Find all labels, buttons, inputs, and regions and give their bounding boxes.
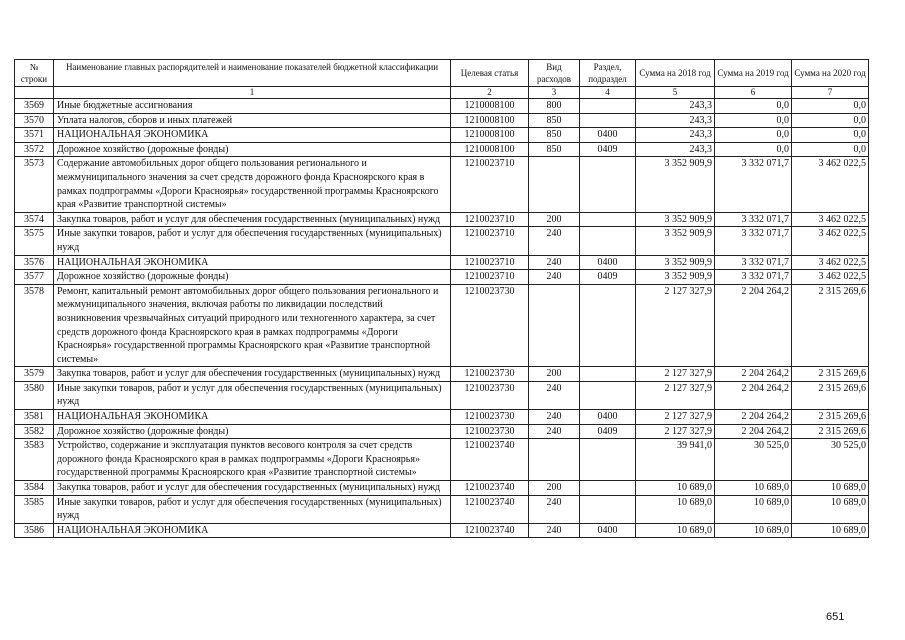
- row-section: [580, 212, 636, 227]
- row-sum-2018: 10 689,0: [636, 481, 715, 496]
- column-number: 4: [580, 87, 636, 99]
- row-sum-2018: 243,3: [636, 113, 715, 128]
- table-row: [15, 367, 869, 382]
- table-row: [15, 212, 869, 227]
- header-sum-2019: Сумма на 2019 год: [715, 60, 792, 87]
- row-sum-2018: 243,3: [636, 128, 715, 143]
- column-number-row: [15, 87, 869, 99]
- row-expense-kind: 850: [529, 142, 580, 157]
- column-number: 2: [451, 87, 529, 99]
- row-number: 3584: [15, 481, 54, 496]
- row-name: Иные закупки товаров, работ и услуг для обеспечения государственных (муниципальных) нужд: [54, 227, 451, 255]
- page-number: 651: [826, 611, 845, 623]
- header-expense-kind: Вид расходов: [529, 60, 580, 87]
- row-section: [580, 99, 636, 114]
- row-name: Устройство, содержание и эксплуатация пунктов весового контроля за счет средств дорожного фонда Красноярского края в рамках подпрограммы «Дороги Красноярья» государственной программы Красноярского края «Развитие транспортной системы»: [54, 439, 451, 481]
- row-name: Дорожное хозяйство (дорожные фонды): [54, 424, 451, 439]
- row-target-article: 1210008100: [451, 128, 529, 143]
- row-number: 3571: [15, 128, 54, 143]
- row-target-article: 1210023710: [451, 227, 529, 255]
- row-sum-2018: 10 689,0: [636, 495, 715, 523]
- row-target-article: 1210023740: [451, 481, 529, 496]
- row-expense-kind: 240: [529, 227, 580, 255]
- row-expense-kind: 850: [529, 128, 580, 143]
- table-body: [15, 99, 869, 538]
- header-target-article: Целевая статья: [451, 60, 529, 87]
- table-row: [15, 495, 869, 523]
- row-sum-2020: 2 315 269,6: [792, 381, 869, 409]
- budget-table: [14, 59, 869, 538]
- row-section: [580, 367, 636, 382]
- row-sum-2019: 0,0: [715, 142, 792, 157]
- row-sum-2020: 3 462 022,5: [792, 255, 869, 270]
- row-sum-2020: 30 525,0: [792, 439, 869, 481]
- row-section: 0409: [580, 142, 636, 157]
- row-number: 3575: [15, 227, 54, 255]
- row-number: 3576: [15, 255, 54, 270]
- row-sum-2018: 3 352 909,9: [636, 212, 715, 227]
- row-name: Иные бюджетные ассигнования: [54, 99, 451, 114]
- row-target-article: 1210023710: [451, 255, 529, 270]
- row-number: 3580: [15, 381, 54, 409]
- row-sum-2019: 10 689,0: [715, 481, 792, 496]
- row-sum-2019: 2 204 264,2: [715, 410, 792, 425]
- row-number: 3570: [15, 113, 54, 128]
- row-sum-2020: 3 462 022,5: [792, 270, 869, 285]
- row-sum-2018: 10 689,0: [636, 523, 715, 538]
- table-row: [15, 270, 869, 285]
- row-name: Иные закупки товаров, работ и услуг для обеспечения государственных (муниципальных) нужд: [54, 495, 451, 523]
- row-sum-2020: 10 689,0: [792, 495, 869, 523]
- row-target-article: 1210023730: [451, 424, 529, 439]
- row-name: НАЦИОНАЛЬНАЯ ЭКОНОМИКА: [54, 128, 451, 143]
- row-number: 3582: [15, 424, 54, 439]
- row-sum-2018: 2 127 327,9: [636, 410, 715, 425]
- row-sum-2018: 243,3: [636, 99, 715, 114]
- row-sum-2019: 30 525,0: [715, 439, 792, 481]
- column-number: 1: [54, 87, 451, 99]
- row-expense-kind: 200: [529, 481, 580, 496]
- table-row: [15, 227, 869, 255]
- row-name: Уплата налогов, сборов и иных платежей: [54, 113, 451, 128]
- row-sum-2019: 3 332 071,7: [715, 270, 792, 285]
- row-name: Закупка товаров, работ и услуг для обеспечения государственных (муниципальных) нужд: [54, 367, 451, 382]
- row-sum-2020: 3 462 022,5: [792, 227, 869, 255]
- row-name: Содержание автомобильных дорог общего пользования регионального и межмуниципального значения за счет средств дорожного фонда Красноярского края в рамках подпрограммы «Дороги Красноярья» государственной программы Красноярского края «Развитие транспортной системы»: [54, 157, 451, 212]
- row-name: Закупка товаров, работ и услуг для обеспечения государственных (муниципальных) нужд: [54, 212, 451, 227]
- table-row: [15, 481, 869, 496]
- row-sum-2019: 10 689,0: [715, 523, 792, 538]
- row-expense-kind: [529, 157, 580, 212]
- row-target-article: 1210023730: [451, 381, 529, 409]
- table-row: [15, 142, 869, 157]
- row-target-article: 1210023730: [451, 410, 529, 425]
- row-expense-kind: 240: [529, 381, 580, 409]
- row-sum-2019: 10 689,0: [715, 495, 792, 523]
- table-row: [15, 284, 869, 367]
- row-number: 3578: [15, 284, 54, 367]
- row-number: 3583: [15, 439, 54, 481]
- row-sum-2018: 2 127 327,9: [636, 367, 715, 382]
- table-row: [15, 381, 869, 409]
- row-sum-2019: 0,0: [715, 113, 792, 128]
- row-sum-2019: 2 204 264,2: [715, 367, 792, 382]
- row-section: [580, 495, 636, 523]
- row-expense-kind: 850: [529, 113, 580, 128]
- row-target-article: 1210023710: [451, 212, 529, 227]
- row-target-article: 1210023740: [451, 439, 529, 481]
- row-expense-kind: 200: [529, 212, 580, 227]
- row-sum-2018: 39 941,0: [636, 439, 715, 481]
- row-name: Ремонт, капитальный ремонт автомобильных дорог общего пользования регионального и межмуниципального значения, включая работы по ликвидации последствий возникновения чрезвычайных ситуаций природного или техногенного характера, за счет средств дорожного фонда Красноярского края в рамках подпрограммы «Дороги Красноярья» государственной программы Красноярского края «Развитие транспортной системы»: [54, 284, 451, 367]
- row-sum-2020: 2 315 269,6: [792, 410, 869, 425]
- row-section: 0400: [580, 410, 636, 425]
- row-sum-2018: 3 352 909,9: [636, 270, 715, 285]
- row-section: [580, 227, 636, 255]
- header-name: Наименование главных распорядителей и наименование показателей бюджетной классификации: [54, 60, 451, 87]
- row-expense-kind: 200: [529, 367, 580, 382]
- row-sum-2019: 2 204 264,2: [715, 424, 792, 439]
- row-expense-kind: [529, 284, 580, 367]
- row-name: НАЦИОНАЛЬНАЯ ЭКОНОМИКА: [54, 255, 451, 270]
- row-section: [580, 157, 636, 212]
- row-sum-2020: 0,0: [792, 128, 869, 143]
- row-section: [580, 381, 636, 409]
- table-row: [15, 99, 869, 114]
- row-expense-kind: 240: [529, 495, 580, 523]
- row-sum-2019: 0,0: [715, 128, 792, 143]
- row-name: НАЦИОНАЛЬНАЯ ЭКОНОМИКА: [54, 523, 451, 538]
- row-sum-2019: 2 204 264,2: [715, 284, 792, 367]
- row-section: 0400: [580, 523, 636, 538]
- row-number: 3569: [15, 99, 54, 114]
- row-section: [580, 113, 636, 128]
- row-target-article: 1210023740: [451, 523, 529, 538]
- row-sum-2018: 3 352 909,9: [636, 227, 715, 255]
- row-sum-2020: 3 462 022,5: [792, 157, 869, 212]
- row-name: Закупка товаров, работ и услуг для обеспечения государственных (муниципальных) нужд: [54, 481, 451, 496]
- header-row-number: № строки: [15, 60, 54, 87]
- row-number: 3586: [15, 523, 54, 538]
- row-target-article: 1210023710: [451, 157, 529, 212]
- header-sum-2018: Сумма на 2018 год: [636, 60, 715, 87]
- row-target-article: 1210008100: [451, 99, 529, 114]
- row-expense-kind: [529, 439, 580, 481]
- row-sum-2018: 3 352 909,9: [636, 255, 715, 270]
- row-section: 0409: [580, 270, 636, 285]
- column-number: 3: [529, 87, 580, 99]
- table-row: [15, 255, 869, 270]
- row-expense-kind: 800: [529, 99, 580, 114]
- row-target-article: 1210023710: [451, 270, 529, 285]
- row-sum-2020: 0,0: [792, 142, 869, 157]
- row-name: Дорожное хозяйство (дорожные фонды): [54, 270, 451, 285]
- row-number: 3585: [15, 495, 54, 523]
- row-target-article: 1210023730: [451, 367, 529, 382]
- row-expense-kind: 240: [529, 523, 580, 538]
- column-number: 7: [792, 87, 869, 99]
- row-sum-2020: 0,0: [792, 113, 869, 128]
- row-sum-2020: 10 689,0: [792, 481, 869, 496]
- row-sum-2019: 3 332 071,7: [715, 227, 792, 255]
- row-expense-kind: 240: [529, 270, 580, 285]
- row-section: [580, 481, 636, 496]
- row-target-article: 1210008100: [451, 113, 529, 128]
- row-sum-2019: 3 332 071,7: [715, 212, 792, 227]
- row-number: 3574: [15, 212, 54, 227]
- row-target-article: 1210023730: [451, 284, 529, 367]
- row-sum-2018: 2 127 327,9: [636, 284, 715, 367]
- table-row: [15, 157, 869, 212]
- row-expense-kind: 240: [529, 410, 580, 425]
- row-sum-2020: 10 689,0: [792, 523, 869, 538]
- row-sum-2019: 3 332 071,7: [715, 157, 792, 212]
- row-name: НАЦИОНАЛЬНАЯ ЭКОНОМИКА: [54, 410, 451, 425]
- row-number: 3579: [15, 367, 54, 382]
- row-sum-2019: 2 204 264,2: [715, 381, 792, 409]
- row-section: [580, 284, 636, 367]
- row-sum-2020: 3 462 022,5: [792, 212, 869, 227]
- row-target-article: 1210023740: [451, 495, 529, 523]
- row-target-article: 1210008100: [451, 142, 529, 157]
- row-sum-2018: 243,3: [636, 142, 715, 157]
- row-sum-2020: 2 315 269,6: [792, 284, 869, 367]
- row-name: Иные закупки товаров, работ и услуг для обеспечения государственных (муниципальных) нужд: [54, 381, 451, 409]
- table-row: [15, 424, 869, 439]
- table-row: [15, 128, 869, 143]
- row-number: 3581: [15, 410, 54, 425]
- table-row: [15, 439, 869, 481]
- row-sum-2019: 0,0: [715, 99, 792, 114]
- table-row: [15, 523, 869, 538]
- header-row: [15, 60, 869, 87]
- column-number: 5: [636, 87, 715, 99]
- row-section: 0400: [580, 128, 636, 143]
- row-sum-2018: 2 127 327,9: [636, 381, 715, 409]
- row-sum-2019: 3 332 071,7: [715, 255, 792, 270]
- table-row: [15, 410, 869, 425]
- column-number: 6: [715, 87, 792, 99]
- row-name: Дорожное хозяйство (дорожные фонды): [54, 142, 451, 157]
- row-number: 3577: [15, 270, 54, 285]
- row-expense-kind: 240: [529, 255, 580, 270]
- row-sum-2018: 2 127 327,9: [636, 424, 715, 439]
- header-sum-2020: Сумма на 2020 год: [792, 60, 869, 87]
- row-sum-2020: 2 315 269,6: [792, 424, 869, 439]
- row-number: 3573: [15, 157, 54, 212]
- table-row: [15, 113, 869, 128]
- row-sum-2020: 2 315 269,6: [792, 367, 869, 382]
- row-sum-2020: 0,0: [792, 99, 869, 114]
- row-section: [580, 439, 636, 481]
- row-expense-kind: 240: [529, 424, 580, 439]
- header-section: Раздел, подраздел: [580, 60, 636, 87]
- column-number: [15, 87, 54, 99]
- row-section: 0400: [580, 255, 636, 270]
- row-section: 0409: [580, 424, 636, 439]
- row-sum-2018: 3 352 909,9: [636, 157, 715, 212]
- row-number: 3572: [15, 142, 54, 157]
